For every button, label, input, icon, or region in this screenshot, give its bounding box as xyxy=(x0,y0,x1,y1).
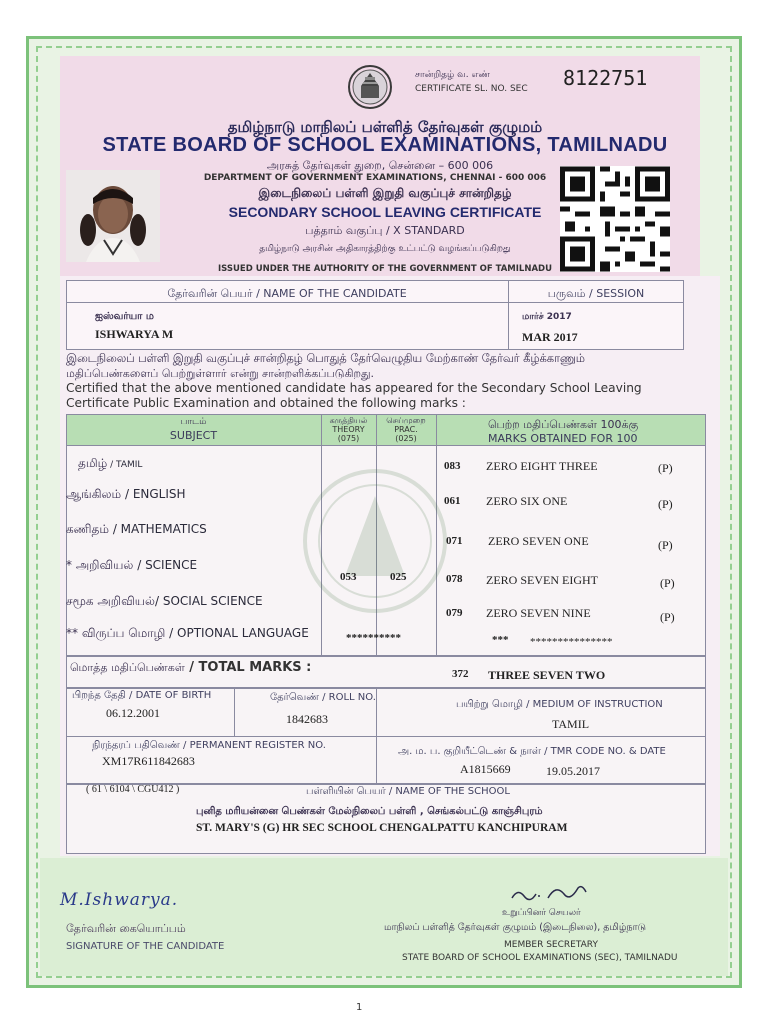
science-theory-mark: 053 xyxy=(340,571,357,583)
certify-english-line1: Certified that the above mentioned candidate has appeared for the Secondary School Leaving xyxy=(66,381,642,395)
prac-header-tamil: செய்முறை xyxy=(386,416,426,425)
dob-value: 06.12.2001 xyxy=(106,706,160,720)
total-label-tamil: மொத்த மதிப்பெண்கள் xyxy=(70,661,185,674)
member-secretary-tamil: உறுப்பினர் செயலர் xyxy=(502,908,581,918)
mark-value: *** xyxy=(492,634,509,646)
name-label: தேர்வரின் பெயர் / NAME OF THE CANDIDATE xyxy=(167,287,407,300)
certify-english-line2: Certificate Public Examination and obtained the following marks : xyxy=(66,396,466,410)
subject-tamil-name: * அறிவியல் xyxy=(66,558,134,572)
certificate-name-tamil: இடைநிலைப் பள்ளி இறுதி வகுப்புச் சான்றிதழ் xyxy=(258,186,512,200)
marks-header-english: MARKS OBTAINED FOR 100 xyxy=(488,432,638,445)
medium-label: பயிற்று மொழி / MEDIUM OF INSTRUCTION xyxy=(456,699,663,710)
mark-words: ZERO SEVEN ONE xyxy=(488,534,589,548)
candidate-photo xyxy=(66,170,160,262)
subject-tamil-name: தமிழ் xyxy=(78,456,108,470)
theory-header-english: THEORY xyxy=(332,425,365,434)
department-tamil: அரசுத் தேர்வுகள் துறை, சென்னை – 600 006 xyxy=(266,159,494,172)
candidate-name-english: ISHWARYA M xyxy=(95,327,174,341)
mark-words: ZERO SEVEN EIGHT xyxy=(486,573,598,587)
school-label: பள்ளியின் பெயர் / NAME OF THE SCHOOL xyxy=(306,786,510,797)
authority-tamil: தமிழ்நாடு அரசின் அதிகாரத்திற்கு உட்பட்டு வழங்கப்படுகிறது xyxy=(259,244,511,254)
mark-words: ZERO EIGHT THREE xyxy=(486,459,598,473)
mark-value: 078 xyxy=(446,573,463,585)
subject-english-name: / MATHEMATICS xyxy=(109,522,207,536)
marks-table-header-line xyxy=(66,445,706,446)
subject-tamil-name: கணிதம் xyxy=(66,522,109,536)
optional-theory-mark: ********** xyxy=(346,632,401,644)
mark-value: 079 xyxy=(446,607,463,619)
session-label: பருவம் / SESSION xyxy=(547,287,645,300)
session-english: MAR 2017 xyxy=(522,330,578,344)
member-secretary-english: MEMBER SECRETARY xyxy=(504,940,598,950)
prac-header-max: (025) xyxy=(395,434,417,443)
subject-tamil-name: ஆங்கிலம் xyxy=(66,487,122,501)
details-divider-v1 xyxy=(234,688,235,736)
pass-indicator: (P) xyxy=(658,538,673,552)
candidate-signature: M.Ishwarya. xyxy=(60,890,179,910)
total-label xyxy=(70,660,311,676)
subject-row xyxy=(66,558,197,574)
member-secretary-signature xyxy=(508,880,592,906)
board-name-english-footer: STATE BOARD OF SCHOOL EXAMINATIONS (SEC), TAMILNADU xyxy=(402,953,678,963)
tamilnadu-emblem-icon xyxy=(347,64,393,110)
standard-label: பத்தாம் வகுப்பு / X STANDARD xyxy=(305,224,465,237)
mark-words: ZERO SIX ONE xyxy=(486,494,568,508)
total-mark-value: 372 xyxy=(452,668,469,680)
page-number: 1 xyxy=(356,1002,363,1013)
mark-value: 061 xyxy=(444,495,461,507)
school-name-english: ST. MARY'S (G) HR SEC SCHOOL CHENGALPATTU KANCHIPURAM xyxy=(196,822,568,834)
total-label-english: / TOTAL MARKS : xyxy=(184,660,312,675)
roll-label: தேர்வெண் / ROLL NO. xyxy=(270,692,376,703)
certificate-name-english: SECONDARY SCHOOL LEAVING CERTIFICATE xyxy=(228,204,542,220)
subject-row xyxy=(66,594,263,610)
tmr-label: அ. ம. ப. குறியீட்டெண் & நாள் / TMR CODE NO. & DATE xyxy=(398,746,666,757)
total-mark-words: THREE SEVEN TWO xyxy=(488,668,606,682)
candidate-box-header-line xyxy=(66,302,684,303)
board-title-english: STATE BOARD OF SCHOOL EXAMINATIONS, TAMILNADU xyxy=(102,134,668,156)
session-tamil: மார்ச் 2017 xyxy=(522,312,572,322)
roll-value: 1842683 xyxy=(286,712,328,726)
mark-words: ZERO SEVEN NINE xyxy=(486,606,591,620)
subject-english-name: / SOCIAL SCIENCE xyxy=(155,594,263,608)
candidate-signature-label-english: SIGNATURE OF THE CANDIDATE xyxy=(66,941,225,952)
subject-header-english: SUBJECT xyxy=(169,429,218,442)
candidate-name-tamil: ஐஸ்வர்யா ம xyxy=(95,311,154,322)
subject-row xyxy=(78,456,142,472)
watermark-emblem-icon xyxy=(300,466,450,616)
school-code: ( 61 \ 6104 \ CGU412 ) xyxy=(86,784,180,795)
subject-tamil-name: ** விருப்ப மொழி xyxy=(66,626,166,640)
serial-number: 8122751 xyxy=(563,66,648,90)
department-english: DEPARTMENT OF GOVERNMENT EXAMINATIONS, CHENNAI - 600 006 xyxy=(203,173,547,183)
subject-english-name: / OPTIONAL LANGUAGE xyxy=(165,626,309,640)
certify-tamil-line2: மதிப்பெண்களைப் பெற்றுள்ளார் என்று சான்றளிக்கப்படுகிறது. xyxy=(66,367,375,380)
register-value: XM17R611842683 xyxy=(102,754,195,768)
dob-label: பிறந்த தேதி / DATE OF BIRTH xyxy=(72,690,212,701)
details-divider-v2 xyxy=(376,688,377,784)
marks-header-tamil: பெற்ற மதிப்பெண்கள் 100க்கு xyxy=(488,418,639,431)
mark-value: 071 xyxy=(446,535,463,547)
serial-label-tamil: சான்றிதழ் வ. எண் xyxy=(415,70,490,80)
register-label: நிரந்தரப் பதிவெண் / PERMANENT REGISTER NO. xyxy=(92,740,326,751)
science-prac-mark: 025 xyxy=(390,571,407,583)
subject-english-name: / SCIENCE xyxy=(133,558,198,572)
theory-header-tamil: கருத்தியல் xyxy=(329,416,368,425)
subject-row xyxy=(66,487,186,503)
subject-english-name: / ENGLISH xyxy=(121,487,186,501)
board-title-tamil: தமிழ்நாடு மாநிலப் பள்ளித் தேர்வுகள் குழுமம் xyxy=(227,118,543,136)
certify-tamil-line1: இடைநிலைப் பள்ளி இறுதி வகுப்புச் சான்றிதழ் பொதுத் தேர்வெழுதிய மேற்காண் தேர்வர் கீழ்க்காணும் xyxy=(66,352,585,365)
subject-row xyxy=(66,626,309,642)
pass-indicator: (P) xyxy=(660,610,675,624)
medium-value: TAMIL xyxy=(552,717,590,731)
serial-label-english: CERTIFICATE SL. NO. SEC xyxy=(415,84,528,94)
subject-english-name: / TAMIL xyxy=(107,460,143,470)
subject-header-tamil: பாடம் xyxy=(180,417,207,427)
authority-english: ISSUED UNDER THE AUTHORITY OF THE GOVERNMENT OF TAMILNADU xyxy=(217,264,552,274)
pass-indicator: (P) xyxy=(658,497,673,511)
board-name-tamil-footer: மாநிலப் பள்ளித் தேர்வுகள் குழுமம் (இடைநிலை), தமிழ்நாடு xyxy=(384,922,647,933)
school-name-tamil: புனித மரியன்னை பெண்கள் மேல்நிலைப் பள்ளி , செங்கல்பட்டு காஞ்சிபுரம் xyxy=(196,806,543,817)
mark-value: 083 xyxy=(444,460,461,472)
candidate-signature-label-tamil: தேர்வரின் கையொப்பம் xyxy=(66,922,186,935)
tmr-date-value: 19.05.2017 xyxy=(546,764,600,778)
subject-row xyxy=(66,522,207,538)
prac-header-english: PRAC. xyxy=(394,425,418,434)
tmr-code-value: A1815669 xyxy=(460,762,511,776)
mark-words: *************** xyxy=(530,636,613,648)
qr-code xyxy=(560,166,670,272)
subject-tamil-name: சமூக அறிவியல் xyxy=(66,594,155,608)
pass-indicator: (P) xyxy=(658,461,673,475)
theory-header-max: (075) xyxy=(337,434,360,443)
details-divider-h xyxy=(66,736,706,737)
pass-indicator: (P) xyxy=(660,576,675,590)
